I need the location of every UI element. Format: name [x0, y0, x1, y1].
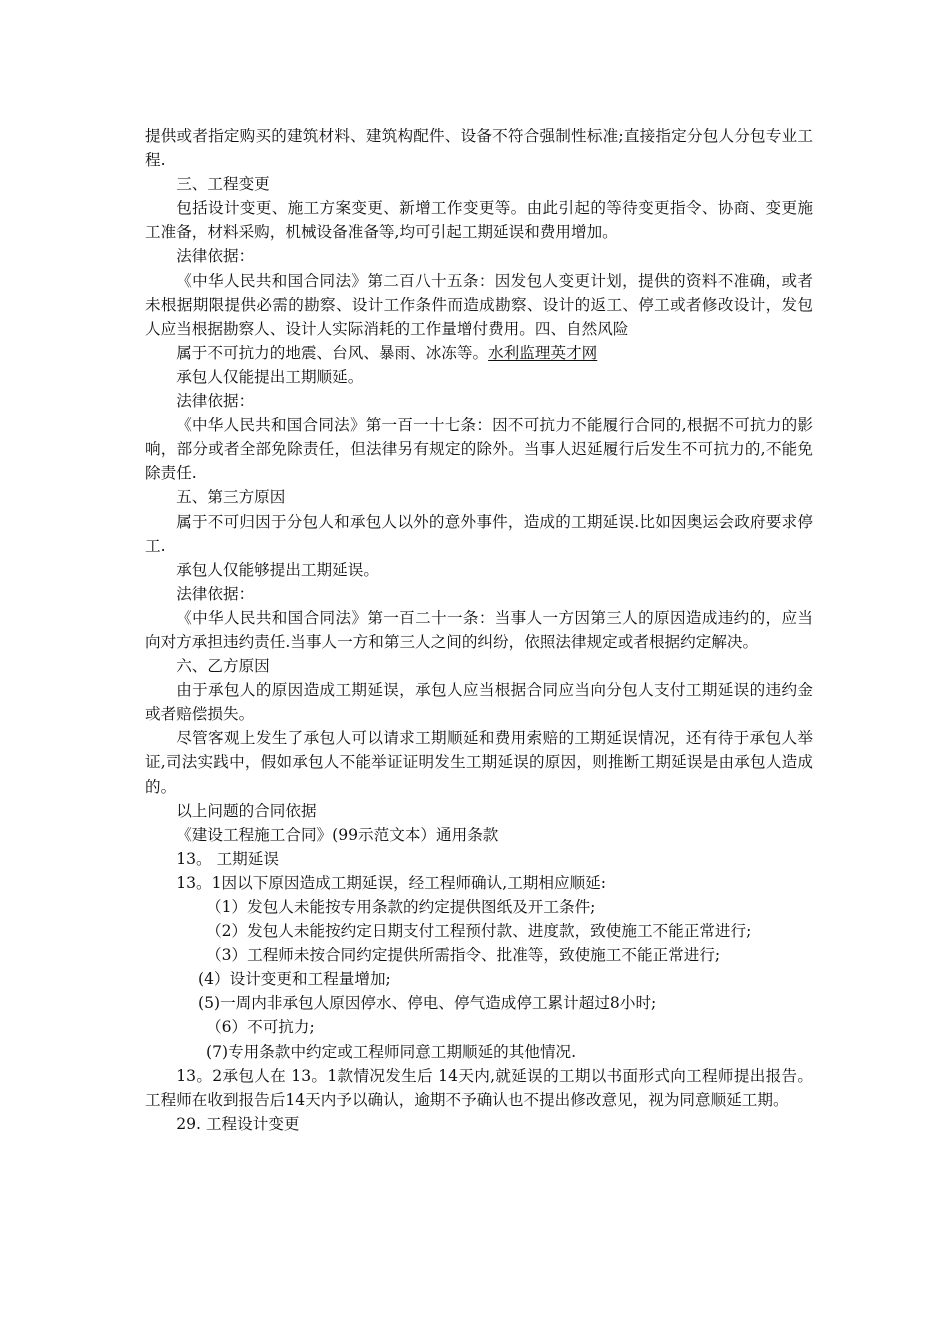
paragraph: 承包人仅能提出工期顺延。 — [176, 367, 364, 386]
paragraph: 法律依据： — [176, 392, 255, 411]
list-item: (4）设计变更和工程量增加; — [198, 970, 391, 989]
section-heading: 三、工程变更 — [176, 175, 270, 194]
list-item: (7)专用条款中约定或工程师同意工期顺延的其他情况. — [206, 1042, 577, 1061]
list-item: (5)一周内非承包人原因停水、停电、停气造成停工累计超过8小时; — [198, 994, 657, 1013]
list-item: （1）发包人未能按专用条款的约定提供图纸及开工条件; — [206, 898, 596, 916]
clause: 13。1因以下原因造成工期延误，经工程师确认,工期相应顺延: — [176, 873, 607, 892]
clause-heading: 29. 工程设计变更 — [176, 1114, 300, 1133]
clause: 13。2承包人在 13。1款情况发生后 14天内,就延误的工期以书面形式向工程师提出报告。工程师在收到报告后14天内予以确认，逾期不予确认也不提出修改意见，视为同意顺延工期。 — [145, 1066, 813, 1109]
paragraph: 以上问题的合同依据 — [176, 801, 317, 820]
section-heading: 六、乙方原因 — [176, 657, 270, 676]
paragraph: 《中华人民共和国合同法》第一百二十一条：当事人一方因第三人的原因造成违约的，应当向对方承担违约责任.当事人一方和第三人之间的纠纷，依照法律规定或者根据约定解决。 — [145, 608, 813, 651]
paragraph: 尽管客观上发生了承包人可以请求工期顺延和费用索赔的工期延误情况，还有待于承包人举证,司法实践中，假如承包人不能举证证明发生工期延误的原因，则推断工期延误是由承包人造成的。 — [145, 729, 813, 796]
paragraph: 《建设工程施工合同》(99示范文本）通用条款 — [176, 825, 499, 844]
paragraph: 包括设计变更、施工方案变更、新增工作变更等。由此引起的等待变更指令、协商、变更施工准备，材料采购，机械设备准备等,均可引起工期延误和费用增加。 — [145, 199, 813, 242]
section-heading: 五、第三方原因 — [176, 488, 286, 507]
list-item: （3）工程师未按合同约定提供所需指令、批准等，致使施工不能正常进行; — [206, 946, 721, 965]
document-body — [145, 124, 813, 1136]
list-item: （2）发包人未能按约定日期支付工程预付款、进度款，致使施工不能正常进行; — [206, 922, 752, 941]
paragraph: 法律依据： — [176, 247, 255, 266]
site-link[interactable]: 水利监理英才网 — [488, 343, 598, 362]
paragraph: 属于不可归因于分包人和承包人以外的意外事件，造成的工期延误.比如因奥运会政府要求停工. — [145, 512, 813, 555]
paragraph: 《中华人民共和国合同法》第二百八十五条：因发包人变更计划，提供的资料不准确，或者未根据期限提供必需的勘察、设计工作条件而造成勘察、设计的返工、停工或者修改设计，发包人应当根据勘察人、设计人实际消耗的工作量增付费用。四、自然风险 — [145, 271, 813, 338]
paragraph: 承包人仅能够提出工期延误。 — [176, 560, 379, 579]
paragraph: 提供或者指定购买的建筑材料、建筑构配件、设备不符合强制性标准;直接指定分包人分包专业工程. — [145, 127, 813, 170]
paragraph: 法律依据： — [176, 584, 255, 603]
paragraph — [145, 341, 813, 365]
list-item: （6）不可抗力; — [206, 1018, 315, 1037]
paragraph: 《中华人民共和国合同法》第一百一十七条：因不可抗力不能履行合同的,根据不可抗力的影响，部分或者全部免除责任，但法律另有规定的除外。当事人迟延履行后发生不可抗力的,不能免除责任. — [145, 416, 813, 483]
paragraph: 由于承包人的原因造成工期延误，承包人应当根据合同应当向分包人支付工期延误的违约金或者赔偿损失。 — [145, 681, 813, 724]
paragraph-text: 属于不可抗力的地震、台风、暴雨、冰冻等。 — [176, 343, 489, 362]
clause-heading: 13。 工期延误 — [176, 849, 279, 868]
